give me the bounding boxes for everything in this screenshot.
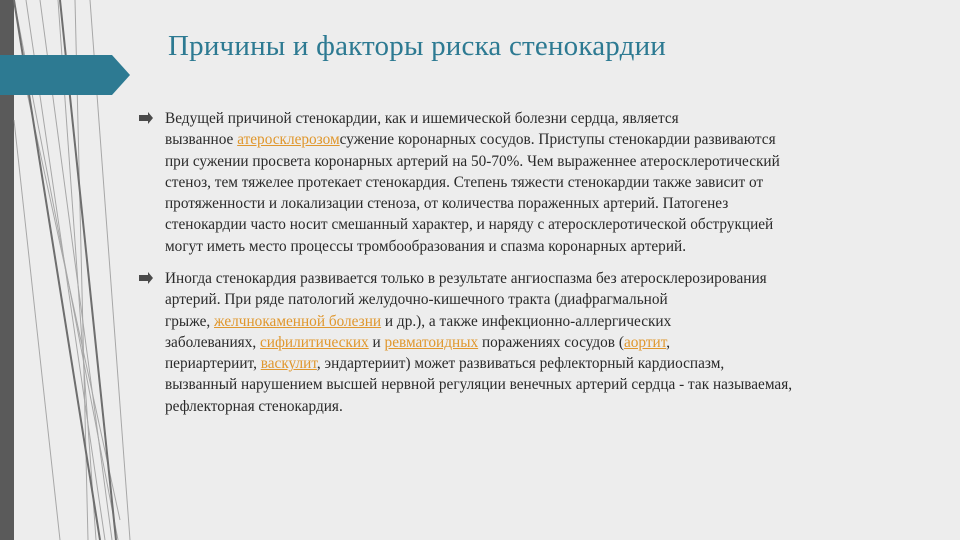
text-span: грыже, [165, 312, 215, 330]
text-span: могут иметь место процессы тромбообразования и спазма коронарных артерий. [165, 237, 687, 255]
link-syphilitic[interactable]: сифилитических [260, 333, 369, 351]
pencil-icon [139, 112, 153, 124]
text-span: рефлекторная стенокардия. [165, 397, 343, 415]
link-vasculitis[interactable]: васкулит [260, 355, 317, 373]
text-span: при сужении просвета коронарных артерий на 50-70%. Чем выраженнее атеросклеротический [165, 152, 780, 170]
text-span: Иногда стенокардия развивается только в результате ангиоспазма без атеросклерозирования [165, 270, 767, 287]
text-span: стеноз, тем тяжелее протекает стенокардия. Степень тяжести стенокардии также зависит от [165, 173, 764, 191]
text-span: стенокардии часто носит смешанный характер, и наряду с атеросклеротической обструкцией [165, 216, 774, 234]
link-aortitis[interactable]: аортит [623, 333, 667, 351]
text-span: вызванное [165, 131, 238, 149]
link-gallstone-disease[interactable]: желчнокаменной болезни [214, 312, 382, 330]
bullet-paragraph-1 [165, 108, 920, 257]
text-span: поражениях сосудов ( [478, 333, 624, 351]
text-span: протяженности и локализации стеноза, от количества пораженных артерий. Патогенез [165, 195, 729, 213]
link-rheumatoid[interactable]: ревматоидных [384, 333, 479, 351]
text-span: вызванный нарушением высшей нервной регуляции венечных артерий сердца - так называемая, [165, 376, 793, 394]
slide-title: Причины и факторы риска стенокардии [168, 30, 667, 62]
link-atherosclerosis[interactable]: атеросклерозом [237, 131, 340, 149]
text-span: заболеваниях, [165, 333, 261, 351]
bullet-paragraph-2 [165, 268, 920, 417]
pencil-icon [139, 272, 153, 284]
text-span: , эндартериит) может развиваться рефлекторный кардиоспазм, [316, 355, 725, 373]
text-span: , [666, 333, 671, 351]
text-span: и др.), а также инфекционно-аллергических [381, 312, 672, 330]
text-span: артерий. При ряде патологий желудочно-кишечного тракта (диафрагмальной [165, 291, 668, 309]
text-span: сужение коронарных сосудов. Приступы стенокардии развиваются [339, 131, 776, 149]
text-span: Ведущей причиной стенокардии, как и ишемической болезни сердца, является [165, 110, 679, 127]
text-span: периартериит, [165, 355, 261, 373]
text-span: и [368, 333, 385, 351]
title-flag-shape [0, 55, 130, 95]
